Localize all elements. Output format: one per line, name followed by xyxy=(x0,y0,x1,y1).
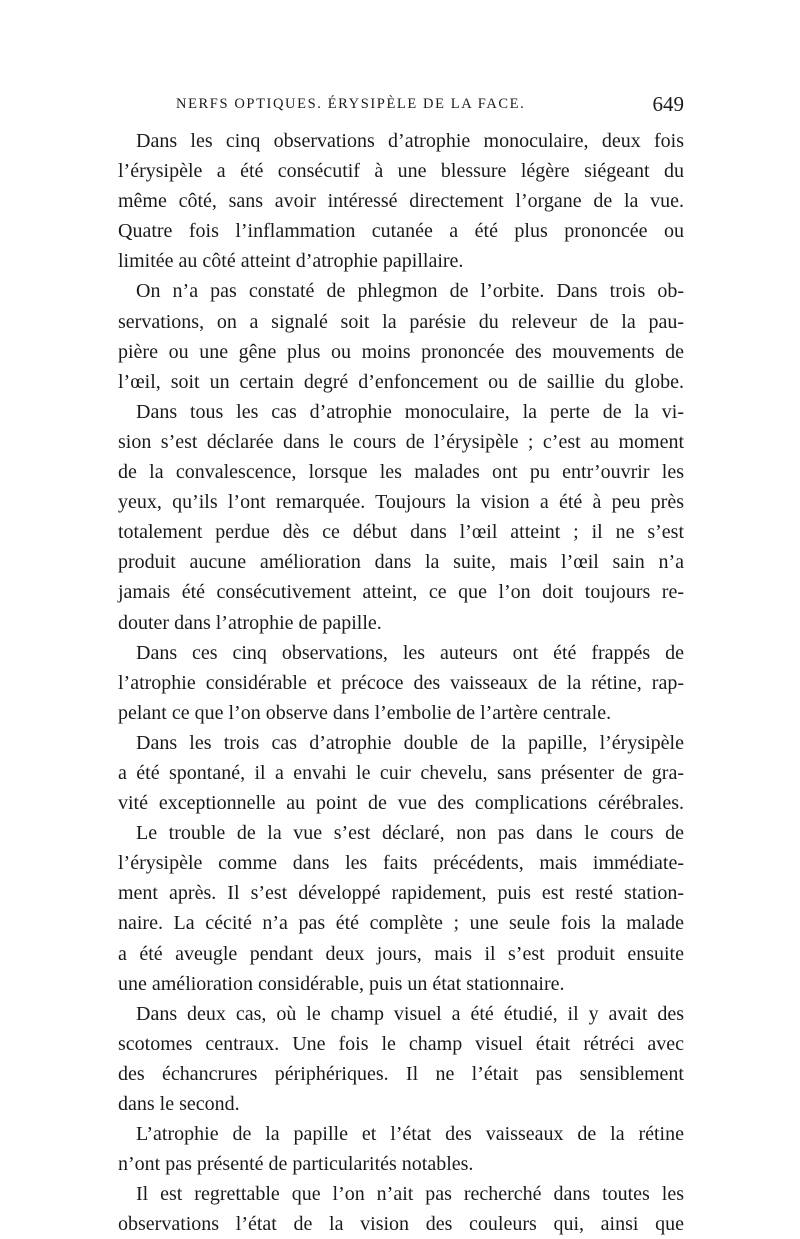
text-line: totalement perdue dès ce début dans l’œil atteint ; il ne s’est xyxy=(118,521,684,544)
text-line: On n’a pas constaté de phlegmon de l’orbite. Dans trois ob- xyxy=(136,280,684,303)
text-line: a été aveugle pendant deux jours, mais il s’est produit ensuite xyxy=(118,942,684,965)
text-line: observations l’état de la vision des couleurs qui, ainsi que xyxy=(118,1213,684,1236)
text-line: limitée au côté atteint d’atrophie papillaire. xyxy=(118,250,464,273)
text-line: des échancrures périphériques. Il ne l’était pas sensiblement xyxy=(118,1062,684,1085)
text-line: l’atrophie considérable et précoce des vaisseaux de la rétine, rap- xyxy=(118,671,684,694)
text-line: Le trouble de la vue s’est déclaré, non pas dans le cours de xyxy=(136,822,684,845)
text-line: Quatre fois l’inflammation cutanée a été plus prononcée ou xyxy=(118,220,684,243)
text-line: sion s’est déclarée dans le cours de l’érysipèle ; c’est au moment xyxy=(118,430,684,453)
body-text xyxy=(118,126,684,1239)
text-line: Dans les cinq observations d’atrophie monoculaire, deux fois xyxy=(136,130,684,152)
text-line: scotomes centraux. Une fois le champ visuel était rétréci avec xyxy=(118,1032,684,1055)
text-line: Dans tous les cas d’atrophie monoculaire, la perte de la vi- xyxy=(136,400,684,423)
text-line: yeux, qu’ils l’ont remarquée. Toujours la vision a été à peu près xyxy=(118,491,684,514)
running-head xyxy=(118,92,684,118)
text-line: L’atrophie de la papille et l’état des vaisseaux de la rétine xyxy=(136,1123,684,1146)
text-line: Il est regrettable que l’on n’ait pas recherché dans toutes les xyxy=(136,1183,684,1206)
text-line: l’érysipèle comme dans les faits précédents, mais immédiate- xyxy=(118,852,684,875)
text-line: même côté, sans avoir intéressé directement l’organe de la vue. xyxy=(118,190,684,213)
text-line: dans le second. xyxy=(118,1093,240,1115)
text-line: Dans les trois cas d’atrophie double de la papille, l’érysipèle xyxy=(136,731,684,754)
page-number: 649 xyxy=(652,92,684,116)
text-line: jamais été consécutivement atteint, ce que l’on doit toujours re- xyxy=(118,581,684,604)
text-line: produit aucune amélioration dans la suite, mais l’œil sain n’a xyxy=(118,551,684,574)
running-head-title: NERFS OPTIQUES. ÉRYSIPÈLE DE LA FACE. xyxy=(176,96,526,112)
text-line: douter dans l’atrophie de papille. xyxy=(118,611,382,634)
text-line: a été spontané, il a envahi le cuir chevelu, sans présenter de gra- xyxy=(118,761,684,784)
text-line: naire. La cécité n’a pas été complète ; une seule fois la malade xyxy=(118,912,684,935)
text-line: Dans deux cas, où le champ visuel a été étudié, il y avait des xyxy=(136,1002,684,1025)
text-line: de la convalescence, lorsque les malades ont pu entr’ouvrir les xyxy=(118,461,684,484)
text-line: n’ont pas présenté de particularités notables. xyxy=(118,1153,474,1176)
text-line: une amélioration considérable, puis un état stationnaire. xyxy=(118,972,565,995)
text-line: Dans ces cinq observations, les auteurs ont été frappés de xyxy=(136,641,684,664)
text-line: pière ou une gêne plus ou moins prononcée des mouvements de xyxy=(118,340,684,363)
text-line: l’œil, soit un certain degré d’enfoncement ou de saillie du globe. xyxy=(118,370,684,393)
text-line: vité exceptionnelle au point de vue des complications cérébrales. xyxy=(118,792,684,815)
text-line: servations, on a signalé soit la parésie du releveur de la pau- xyxy=(118,310,684,333)
text-line: l’érysipèle a été consécutif à une blessure légère siégeant du xyxy=(118,160,684,183)
text-line: ment après. Il s’est développé rapidement, puis est resté station- xyxy=(118,882,684,905)
text-line: pelant ce que l’on observe dans l’embolie de l’artère centrale. xyxy=(118,701,612,724)
